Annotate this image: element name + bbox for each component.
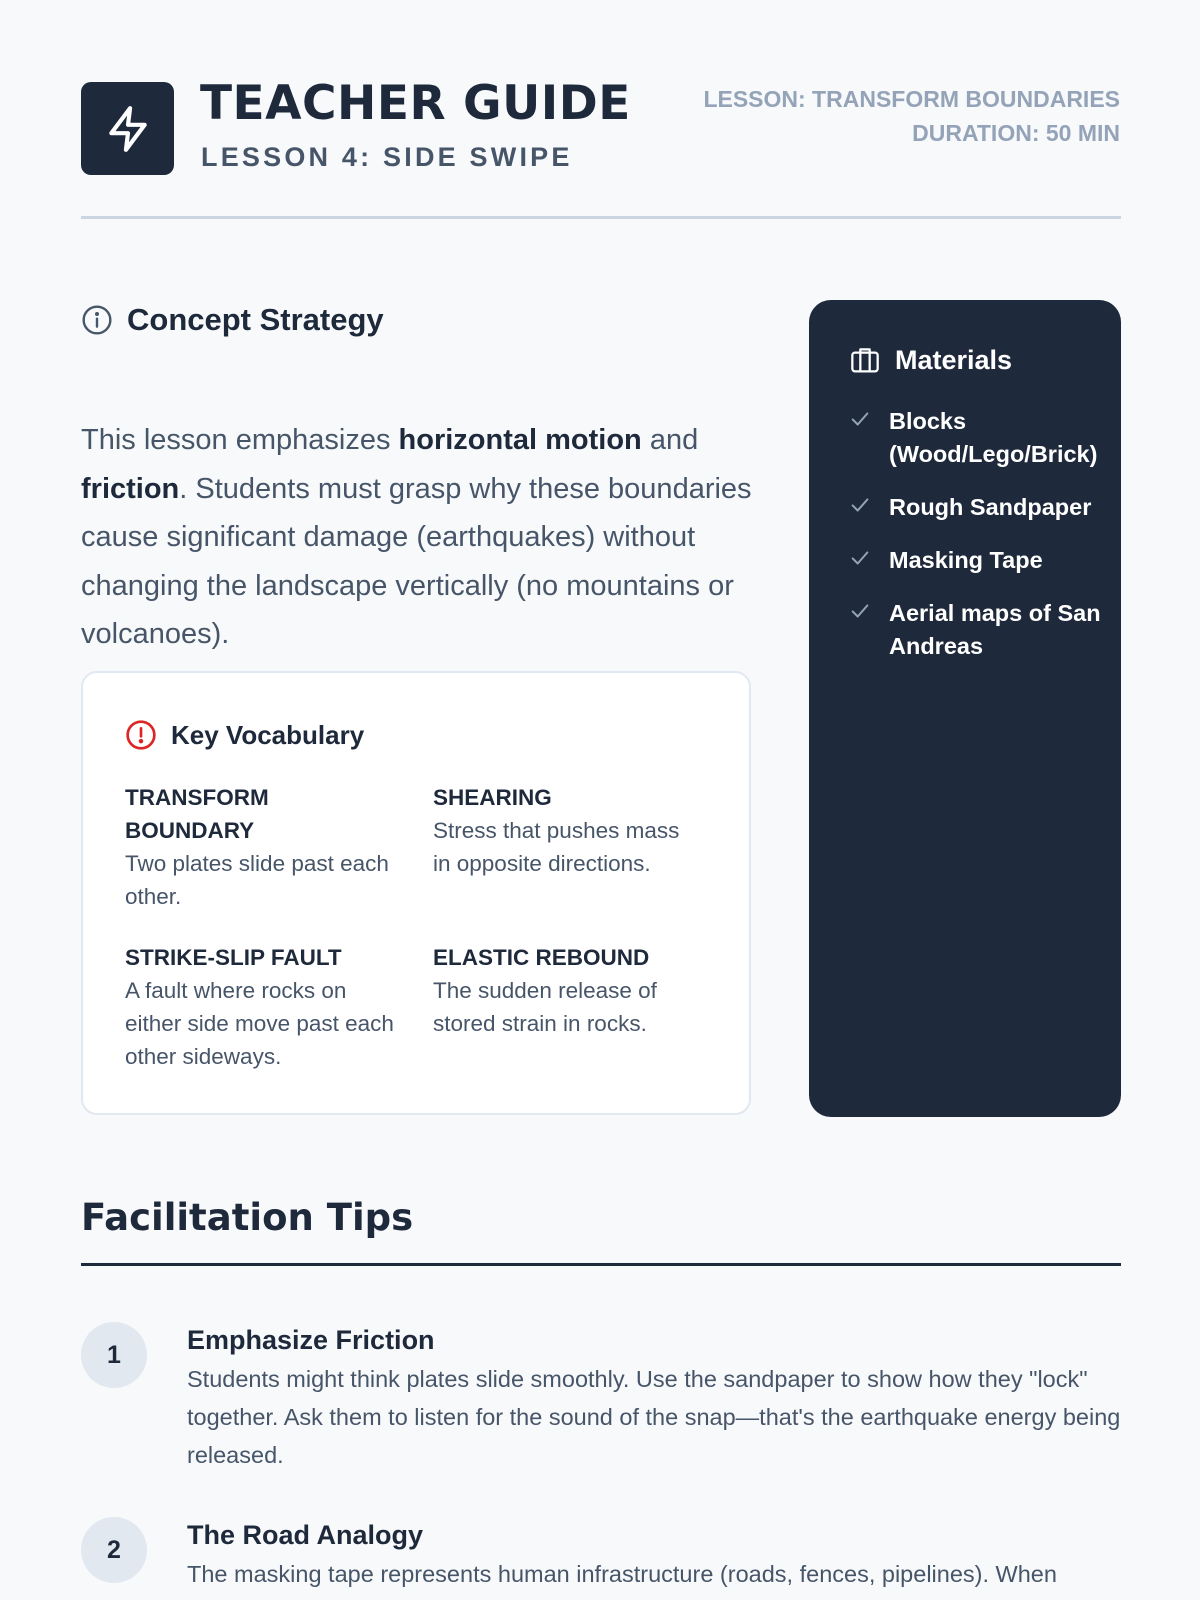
briefcase-icon bbox=[849, 344, 881, 376]
materials-item-label: Masking Tape bbox=[889, 547, 1043, 573]
check-icon bbox=[849, 408, 871, 430]
lesson-meta bbox=[703, 82, 1120, 150]
header-divider bbox=[81, 216, 1121, 219]
materials-item bbox=[849, 491, 1111, 524]
vocab-definition: A fault where rocks on either side move past each other sideways. bbox=[125, 978, 394, 1069]
key-vocabulary-card bbox=[81, 671, 751, 1115]
key-vocabulary-title: Key Vocabulary bbox=[171, 719, 365, 750]
emphasis-friction: friction bbox=[81, 472, 180, 505]
concept-strategy-heading bbox=[81, 302, 384, 338]
vocab-term: ELASTIC REBOUND bbox=[433, 945, 650, 970]
tip-number-badge: 2 bbox=[81, 1517, 147, 1583]
lightning-bolt-icon bbox=[103, 104, 153, 154]
facilitation-tips-heading: Facilitation Tips bbox=[81, 1196, 414, 1239]
page-title: TEACHER GUIDE bbox=[200, 76, 631, 131]
tip-item bbox=[187, 1517, 1122, 1593]
vocab-item bbox=[433, 781, 703, 880]
tip-text: Students might think plates slide smoothly. Use the sandpaper to show how they "lock" together. Ask them to listen for the sound of the snap—that's the earthquake energy being released. bbox=[187, 1366, 1121, 1468]
materials-list bbox=[849, 405, 1111, 683]
materials-item bbox=[849, 405, 1111, 471]
emphasis-horizontal-motion: horizontal motion bbox=[398, 424, 642, 456]
vocab-definition: The sudden release of stored strain in rocks. bbox=[433, 978, 657, 1036]
materials-item-label: Aerial maps of San Andreas bbox=[889, 600, 1101, 659]
vocab-item bbox=[125, 941, 395, 1073]
check-icon bbox=[849, 494, 871, 516]
lesson-topic-label: LESSON: TRANSFORM BOUNDARIES bbox=[703, 86, 1120, 112]
vocab-term: SHEARING bbox=[433, 785, 552, 810]
materials-item-label: Blocks (Wood/Lego/Brick) bbox=[889, 408, 1098, 467]
tip-title: The Road Analogy bbox=[187, 1520, 424, 1550]
materials-item-label: Rough Sandpaper bbox=[889, 494, 1092, 520]
materials-item bbox=[849, 544, 1111, 577]
alert-circle-icon bbox=[125, 719, 157, 751]
materials-panel bbox=[809, 300, 1121, 1117]
vocab-definition: Stress that pushes mass in opposite directions. bbox=[433, 818, 680, 876]
check-icon bbox=[849, 547, 871, 569]
tip-item bbox=[187, 1322, 1122, 1474]
info-icon bbox=[81, 304, 113, 336]
key-vocabulary-heading bbox=[125, 719, 364, 751]
vocab-term: TRANSFORM BOUNDARY bbox=[125, 785, 269, 843]
materials-item bbox=[849, 597, 1111, 663]
tip-title: Emphasize Friction bbox=[187, 1325, 435, 1355]
vocab-item bbox=[433, 941, 703, 1040]
concept-strategy-title: Concept Strategy bbox=[127, 302, 384, 337]
tip-text: The masking tape represents human infrastructure (roads, fences, pipelines). When bbox=[187, 1561, 1057, 1587]
lesson-subtitle: LESSON 4: SIDE SWIPE bbox=[201, 142, 573, 172]
lightning-logo bbox=[81, 82, 174, 175]
materials-heading bbox=[849, 344, 1012, 376]
vocab-definition: Two plates slide past each other. bbox=[125, 851, 389, 909]
lesson-duration-label: DURATION: 50 MIN bbox=[912, 120, 1120, 146]
check-icon bbox=[849, 600, 871, 622]
vocab-item bbox=[125, 781, 395, 913]
tip-number-badge: 1 bbox=[81, 1322, 147, 1388]
facilitation-tips-divider bbox=[81, 1263, 1121, 1266]
materials-title: Materials bbox=[895, 344, 1013, 375]
vocab-term: STRIKE-SLIP FAULT bbox=[125, 945, 342, 970]
concept-strategy-text: This lesson emphasizes horizontal motion and friction. Students must grasp why these boundaries cause significant damage (earthquakes) without changing the landscape vertically (no mountains or volcanoes). bbox=[81, 424, 752, 650]
